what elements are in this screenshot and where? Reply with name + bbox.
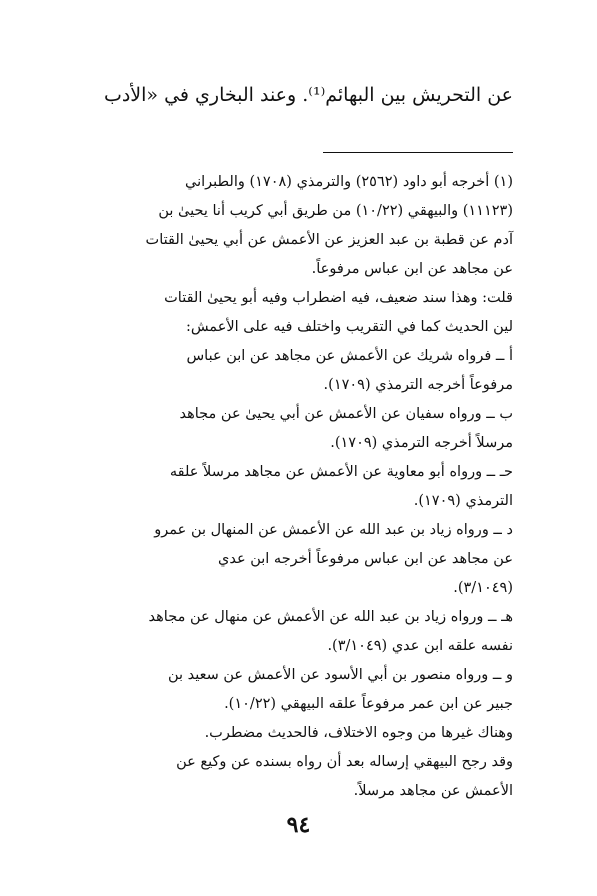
- footnote-line: عن مجاهد عن ابن عباس مرفوعاً أخرجه ابن عدي: [217, 551, 513, 567]
- footnote-separator: [323, 152, 513, 153]
- page-number: ٩٤: [286, 812, 311, 838]
- footnote-line: (١) أخرجه أبو داود (٢٥٦٢) والترمذي (١٧٠٨) والطبراني: [185, 174, 513, 190]
- footnote-line: لين الحديث كما في التقريب واختلف فيه على الأعمش:: [185, 319, 513, 335]
- footnote-line: مرسلاً أخرجه الترمذي (١٧٠٩).: [330, 435, 513, 451]
- footnote-line: آدم عن قطبة بن عبد العزيز عن الأعمش عن أبي يحيىٰ القتات: [145, 232, 513, 248]
- footnote-line: قلت: وهذا سند ضعيف، فيه اضطراب وفيه أبو يحيىٰ القتات: [164, 290, 513, 306]
- footnote-line: د ــ ورواه زياد بن عبد الله عن الأعمش عن المنهال بن عمرو: [154, 522, 513, 538]
- footnote-line: (٣/١٠٤٩).: [453, 580, 513, 596]
- footnote-line: ب ــ ورواه سفيان عن الأعمش عن أبي يحيىٰ عن مجاهد: [179, 406, 513, 422]
- footnote-line: وقد رجح البيهقي إرساله بعد أن رواه بسنده عن وكيع عن: [176, 754, 513, 770]
- footnote-line: نفسه علقه ابن عدي (٣/١٠٤٩).: [327, 638, 513, 654]
- main-text-line: عن التحريش بين البهائم⁽¹⁾. وعند البخاري في «الأدب: [103, 84, 513, 106]
- footnote-line: عن مجاهد عن ابن عباس مرفوعاً.: [311, 261, 513, 277]
- footnote-line: أ ــ فرواه شريك عن الأعمش عن مجاهد عن ابن عباس: [186, 348, 513, 364]
- footnote-line: الترمذي (١٧٠٩).: [413, 493, 513, 509]
- footnote-line: جبير عن ابن عمر مرفوعاً علقه البيهقي (١٠/٢٢).: [224, 696, 513, 712]
- footnotes: [73, 168, 513, 806]
- footnote-line: وهناك غيرها من وجوه الاختلاف، فالحديث مضطرب.: [204, 725, 513, 741]
- footnote-line: و ــ ورواه منصور بن أبي الأسود عن الأعمش عن سعيد بن: [167, 667, 513, 683]
- footnote-line: حـ ــ ورواه أبو معاوية عن الأعمش عن مجاهد مرسلاً علقه: [169, 464, 513, 480]
- footnote-line: الأعمش عن مجاهد مرسلاً.: [353, 783, 513, 799]
- footnote-line: هـ ــ ورواه زياد بن عبد الله عن الأعمش عن منهال عن مجاهد: [148, 609, 513, 625]
- footnote-line: (١١١٢٣) والبيهقي (١٠/٢٢) من طريق أبي كريب أنا يحيىٰ بن: [158, 203, 513, 219]
- footnote-line: مرفوعاً أخرجه الترمذي (١٧٠٩).: [323, 377, 513, 393]
